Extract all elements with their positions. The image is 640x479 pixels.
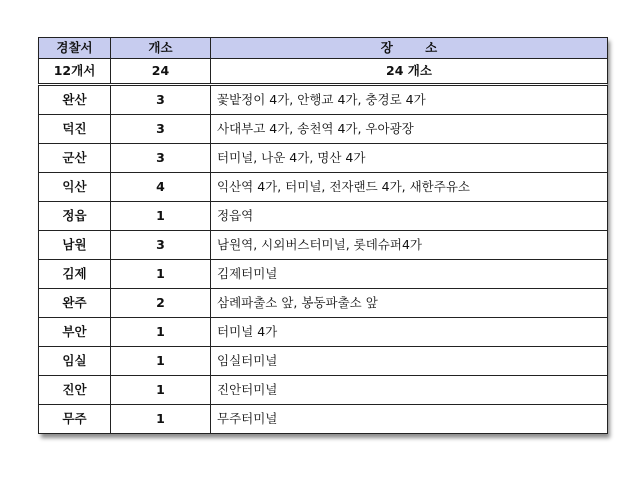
total-row: [39, 59, 608, 85]
header-row: [39, 38, 608, 59]
places-cell: 터미널 4가: [211, 318, 608, 347]
station-cell: 정읍: [39, 202, 111, 231]
table-row: [39, 260, 608, 289]
station-cell: 김제: [39, 260, 111, 289]
station-cell: 덕진: [39, 115, 111, 144]
count-cell: 1: [111, 318, 211, 347]
count-cell: 1: [111, 347, 211, 376]
table-row: [39, 144, 608, 173]
count-cell: 4: [111, 173, 211, 202]
table-row: [39, 376, 608, 405]
table-row: [39, 347, 608, 376]
places-cell: 김제터미널: [211, 260, 608, 289]
station-cell: 부안: [39, 318, 111, 347]
count-cell: 3: [111, 231, 211, 260]
places-cell: 임실터미널: [211, 347, 608, 376]
table-total: [39, 59, 608, 85]
table-row: [39, 173, 608, 202]
table-header: [39, 38, 608, 59]
places-cell: 진안터미널: [211, 376, 608, 405]
places-cell: 남원역, 시외버스터미널, 롯데슈퍼4가: [211, 231, 608, 260]
count-cell: 1: [111, 405, 211, 434]
count-cell: 1: [111, 260, 211, 289]
places-cell: 무주터미널: [211, 405, 608, 434]
count-cell: 1: [111, 202, 211, 231]
places-cell: 터미널, 나운 4가, 명산 4가: [211, 144, 608, 173]
station-cell: 완산: [39, 85, 111, 115]
table-row: [39, 289, 608, 318]
station-cell: 남원: [39, 231, 111, 260]
count-cell: 2: [111, 289, 211, 318]
table-body: [39, 85, 608, 434]
header-count: 개소: [111, 38, 211, 59]
location-table: [38, 37, 608, 434]
total-place: 24 개소: [211, 59, 608, 85]
header-station: 경찰서: [39, 38, 111, 59]
station-cell: 진안: [39, 376, 111, 405]
places-cell: 삼례파출소 앞, 봉동파출소 앞: [211, 289, 608, 318]
station-cell: 익산: [39, 173, 111, 202]
count-cell: 3: [111, 144, 211, 173]
count-cell: 1: [111, 376, 211, 405]
station-cell: 무주: [39, 405, 111, 434]
station-cell: 완주: [39, 289, 111, 318]
places-cell: 익산역 4가, 터미널, 전자랜드 4가, 새한주유소: [211, 173, 608, 202]
total-count: 24: [111, 59, 211, 85]
count-cell: 3: [111, 85, 211, 115]
table-row: [39, 231, 608, 260]
places-cell: 정읍역: [211, 202, 608, 231]
table-row: [39, 318, 608, 347]
table-row: [39, 202, 608, 231]
places-cell: 꽃밭정이 4가, 안행교 4가, 충경로 4가: [211, 85, 608, 115]
table-row: [39, 405, 608, 434]
places-cell: 사대부고 4가, 송천역 4가, 우아광장: [211, 115, 608, 144]
station-cell: 군산: [39, 144, 111, 173]
table-row: [39, 115, 608, 144]
table-row: [39, 85, 608, 115]
station-cell: 임실: [39, 347, 111, 376]
count-cell: 3: [111, 115, 211, 144]
total-station: 12개서: [39, 59, 111, 85]
header-place: 장 소: [211, 38, 608, 59]
location-table-container: [38, 37, 607, 434]
